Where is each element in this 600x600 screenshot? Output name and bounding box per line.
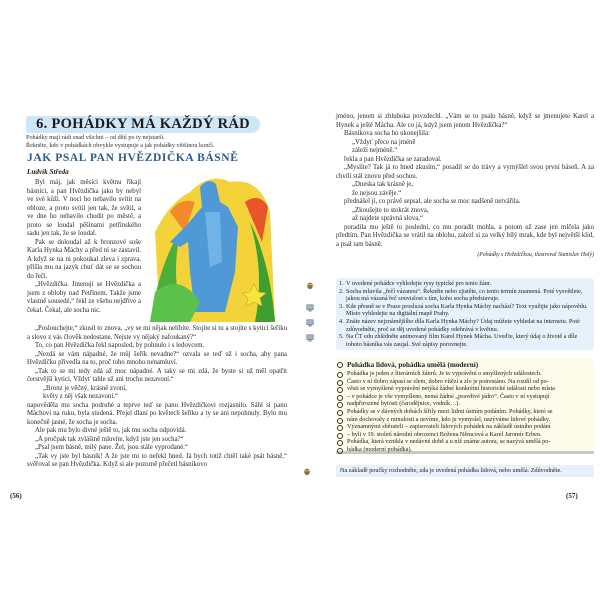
paragraph: řekla a pan Hvězdička se zaradoval.	[344, 155, 442, 163]
poem-line: „Bronz je věčný, krásně zvoní,	[43, 384, 127, 392]
chapter-title: 6. POHÁDKY MÁ KAŽDÝ RÁD	[26, 116, 260, 133]
paragraph: „Poslouchejte,“ zkusil to znova, „vy se mi nějak nelíbíte. Stojíte si tu a stojíte s kyticí šeříku a slovo z vás člověk nedostane. Nejste vy nějaký nafoukaný?“	[27, 325, 287, 341]
task-number: 4.	[339, 317, 344, 325]
poem-line: „Vždyť přece na jméně	[352, 138, 416, 146]
final-task	[336, 465, 594, 477]
right-page	[300, 0, 600, 600]
info-line: nadpřirozené bytosti (čarodějnice, vodník…).	[340, 400, 590, 408]
paragraph: „Hvězdička. Jmenuji se Hvězdička a jsem z oblohy nad Petřínem. Takže jsme vlastně sousedé,“ řekl ze všeho nejdříve a čekal. Čekal, ale socha nic.	[27, 281, 141, 314]
paragraph: jméno, jenom si zhluboka povzdechl. „Vám se to psalo básně, když se jmenujete Karel a Hynek a ještě Mácha. Ale co já, když jsem jenom Hvězdička?“	[336, 113, 594, 129]
info-box-title: Pohádka lidová, pohádka umělá (moderní)	[340, 360, 590, 370]
task-text: Kde přesně se v Praze prosluлá socha Karla Hynka Máchy nachází? Text využijte jako nápovědu. Místo vyhledejte na digitální mapě Prahy.	[346, 302, 588, 318]
owl-icon	[303, 467, 311, 475]
page-number: (57)	[566, 492, 578, 500]
intro-line: Pohádky mají rádi snad všichni – od dětí po ty nejstarší.	[26, 134, 165, 141]
poem-line: „Dneska tak krásně je,	[352, 181, 414, 188]
computer-icon	[306, 334, 314, 342]
computer-icon	[306, 304, 314, 312]
info-line: Významnými sběrateli – zapisovateli lidových pohádek na základě ústního podání	[340, 423, 590, 431]
info-line: Pohádka je jeden z literárních žánrů. Je to vyprávění o smyšlených událostech.	[340, 370, 590, 378]
story-text-wide	[27, 325, 287, 470]
paragraph: „Tak to se mi tedy zdá až moc nápadné. A taky se mi zdá, že byste si už měl opatřit čerstvější kytici. Vždyť tahle už ani trochu nezavoní.“	[27, 367, 287, 383]
poem-line: že nejsou závěje.“	[352, 189, 402, 197]
task-text: Znáte název nejznámějšího díla Karla Hynka Máchy? Údaj můžete vyhledat na internetu. Poté zdůvodněte, proč se děj uvedené pohádky odehrává v květnu.	[346, 317, 580, 333]
poem-line: až najdete správná slova,“	[352, 215, 423, 222]
poem-line: záleží nejméně.“	[352, 147, 398, 154]
task-item	[339, 288, 591, 303]
paragraph: Ale pak mu bylo divné ještě to, jak mu socha odpovídá.	[35, 427, 187, 434]
statue-illustration	[150, 172, 280, 322]
paragraph: Básníkova socha ho ukonejšila:	[344, 130, 430, 137]
paragraph: „Myslíte? Tak já to hned zkusím,“ posadil se do trávy a vymýšlel svou první báseň. A za chvíli stál znovu před sochou.	[336, 164, 594, 180]
info-line: – byli v 19. století národní obrozenci Božena Němcová a Karel Jaromír Erben.	[340, 431, 590, 439]
task-list	[336, 278, 594, 350]
info-line: – v pohádce je vše vymyšleno, nemá žádné „pravdivé jádro“. Často v ní vystupují	[340, 393, 590, 401]
story-source: (Pohádky s Hvězdičkou, ilustroval Stanislav Holý)	[477, 252, 594, 258]
task-item	[339, 280, 591, 288]
paragraph: „Psal jsem básně, milý pane. Žel, jsou stále vyprodané.“	[35, 444, 188, 451]
poem-line: „Zkoušejte to stokrát znova,	[352, 206, 429, 214]
info-line: Pohádka, která vznikla v nedávné době a u níž známe autora, se nazývá umělá po-	[340, 438, 590, 446]
info-line: věsti se vymyšlené vyprávění netýká žádné konkrétní historické události nebo místa	[340, 385, 590, 393]
task-text: Socha mluvila „řečí vázanou“. Řekněte nebo zjistěte, co tento termín znamená. Poté vysvětlete, jakou má vázaná řeč souvislost s tím, koho socha představuje.	[346, 287, 583, 303]
paragraph: „Nezdá se vám nápadné, že můj šeřík nevadne?“ ozvala se teď už i socha, aby pana Hvězdičku přivedla na to, proč toho mnoho nenamluví.	[27, 350, 287, 366]
task-number: 5.	[339, 333, 344, 341]
task-text: V uvedené pohádce vyhledejte rysy typické pro tento žánr.	[346, 280, 492, 287]
story-author: Ludvík Středa	[27, 168, 69, 176]
task-item	[339, 318, 591, 333]
task-number: 3.	[339, 302, 344, 310]
final-task-text: Na základě poučky rozhodněte, zda je uvedená pohádka lidová, nebo umělá. Zdůvodněte.	[340, 467, 562, 474]
task-item	[339, 303, 591, 318]
paragraph: napověděla mu socha podruhé a teprve teď se panu Hvězdičkovi rozjasnilo. Sáhl si panu Máchovi na ruku, byla studená. Přejel dlaní po květech šeříku a ty se ani nepohnuly. Bylo mu konečně jasné, že socha je socha.	[27, 401, 287, 426]
info-line: Pohádky se v dávných dobách šířily mezi lidmi ústním podáním. Pohádky, které se	[340, 408, 590, 416]
paragraph: „A pročpak tak zvláštně mluvíte, když jste jen socha?“	[35, 435, 184, 443]
owl-icon	[306, 281, 314, 289]
task-item	[339, 333, 591, 348]
poem-line: květy z něj však nezavoní.“	[43, 393, 118, 400]
paragraph: To, co pan Hvězdička řekl naposled, by pohnulo i s ledovcem.	[35, 342, 205, 349]
task-number: 2.	[339, 287, 344, 295]
chapter-intro	[26, 134, 286, 149]
info-line: hádka (moderní pohádka).	[340, 446, 590, 454]
task-number: 1.	[339, 280, 344, 287]
task-text: Na ČT edu zhlédněte animovaný film Karel Hynek Mácha. Uveďte, který údaj o životě a díle tohoto básníka vás zaujal. Své zápisy porovnejte.	[346, 333, 578, 348]
computer-icon	[306, 319, 314, 327]
paragraph: Pak se doloudal až k bronzové soše Karla Hynka Máchy a před ní se zastavil. A když se na ni pokoukal zleva i zprava, přišla mu na jazyk chuť dát se se sochou do řeči.	[27, 238, 141, 280]
story-title: JAK PSAL PAN HVĚZDIČKA BÁSNĚ	[27, 152, 239, 164]
info-line: Často v ní dobro zápasí se zlem, dobro vítězí a zlo je potrestáno. Na rozdíl od po-	[340, 378, 590, 386]
info-box	[336, 358, 594, 454]
paragraph: „Tak vy jste byl básník! A že jste mi to neřekl hned. Já bych totiž chtěl také psát básně,“ svěřoval se pan Hvězdička. Když si ale pozorně přečetl básníkovo	[27, 452, 287, 468]
paragraph: Byl máj, jak měsíci květnu říkají básníci, a pan Hvězdička jako by nebyl ve své kůži. V noci ho nebavilo svítit na obloze, a proto svítil jen tak, že svítil, a ve dne ho nebavilo chodit po městě, a proto se loudal pěšinami petřínského sadu jen tak, že se loudal.	[27, 179, 141, 237]
page-number: (56)	[10, 492, 22, 500]
info-line: nám dochovaly z minulosti a nevíme, kdo je vymyslel, nazýváme lidové pohádky.	[340, 416, 590, 424]
story-text-narrow	[27, 179, 141, 315]
paragraph: přednášel jí, co právě sepsal, ale socha se moc nadšeně netvářila.	[344, 198, 521, 205]
story-continuation	[336, 113, 594, 260]
intro-line: Řekněte, kdo v pohádkách obvykle vystupuje a jak pohádky většinou končí.	[26, 141, 215, 149]
paragraph: poradila mu ještě to poslední, co mu poradit mohla, a potom už zase jen mlčela jako předtím. Pan Hvězdička se vrátil na oblohu, zalezl si za velký bílý mrak, kde byl největší klid, a psal tam básně.	[336, 223, 594, 248]
